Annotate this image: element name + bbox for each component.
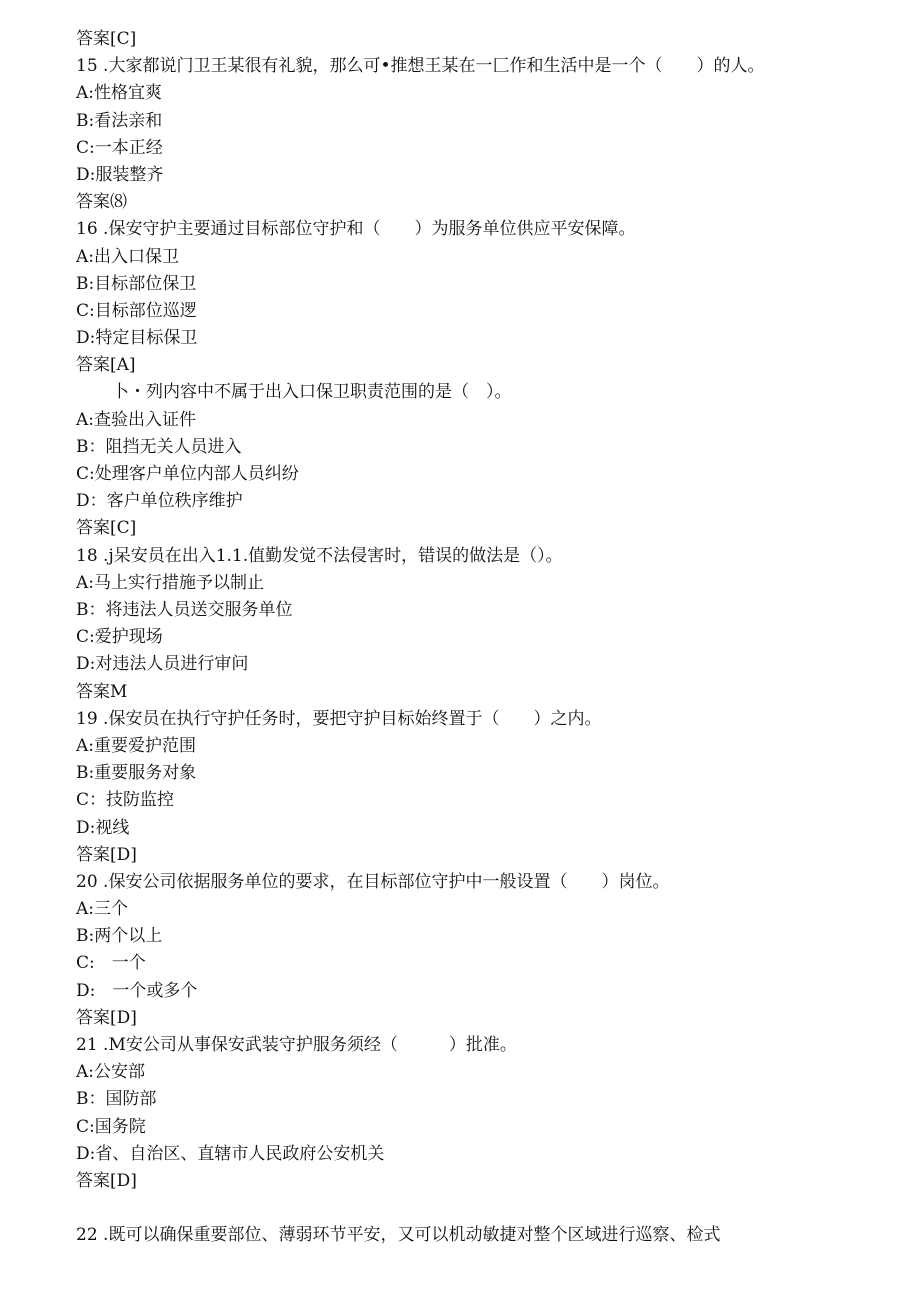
answer-line: 答案[D]: [76, 844, 137, 865]
option-line: C:国务院: [76, 1116, 146, 1137]
answer-line: 答案⑻: [76, 192, 127, 213]
answer-line: 答案[D]: [76, 1170, 137, 1191]
answer-line: 答案[C]: [76, 518, 137, 539]
option-line: D:视线: [76, 817, 130, 838]
option-line: C:一本正经: [76, 137, 163, 158]
option-line: B：国防部: [76, 1089, 157, 1110]
option-line: A:性格宜爽: [76, 83, 163, 104]
option-line: B:两个以上: [76, 926, 163, 947]
option-line: D：客户单位秩序维护: [76, 491, 243, 512]
option-line: B:看法亲和: [76, 110, 163, 131]
question-text: 卜・列内容中不属于出入口保卫职责范围的是（ ）。: [112, 382, 512, 403]
answer-line: 答案[C]: [76, 29, 137, 49]
option-line: B:目标部位保卫: [76, 273, 197, 294]
option-line: C:处理客户单位内部人员纠纷: [76, 464, 299, 485]
blank-line: [76, 1195, 856, 1222]
question-text: 19 .保安员在执行守护任务时，要把守护目标始终置于（ ）之内。: [76, 708, 602, 729]
option-line: C: 一个: [76, 953, 146, 974]
option-line: B：将违法人员送交服务单位: [76, 599, 293, 620]
answer-line: 答案[A]: [76, 355, 136, 376]
option-line: D:服装整齐: [76, 164, 164, 185]
question-text: 21 .M安公司从事保安武装守护服务须经（ ）批准。: [76, 1035, 517, 1056]
option-line: D:对违法人员进行审问: [76, 654, 249, 675]
option-line: A:出入口保卫: [76, 246, 180, 267]
option-line: A:三个: [76, 899, 129, 920]
option-line: A:查验出入证件: [76, 409, 197, 430]
document-page: [76, 26, 856, 1250]
answer-line: 答案[D]: [76, 1007, 137, 1028]
option-line: A:重要爱护范围: [76, 735, 197, 756]
option-line: D:特定目标保卫: [76, 328, 198, 349]
option-line: B:重要服务对象: [76, 763, 197, 784]
question-text: 22 .既可以确保重要部位、薄弱环节平安，又可以机动敏捷对整个区域进行巡察、检式: [76, 1225, 721, 1246]
option-line: C：技防监控: [76, 790, 175, 811]
option-line: D:省、自治区、直辖市人民政府公安机关: [76, 1143, 385, 1164]
option-line: C:目标部位巡逻: [76, 300, 197, 321]
question-text: 18 .j呆安员在出入1.1.值勤发觉不法侵害时，错误的做法是（）。: [76, 545, 563, 566]
question-text: 15 .大家都说门卫王某很有礼貌，那么可•推想王某在一匚作和生活中是一个（ ）的人。: [76, 56, 765, 77]
option-line: A:马上实行措施予以制止: [76, 572, 265, 593]
option-line: A:公安部: [76, 1062, 146, 1083]
option-line: C:爱护现场: [76, 627, 163, 648]
answer-line: 答案M: [76, 681, 128, 702]
option-line: B：阻挡无关人员进入: [76, 436, 242, 457]
question-text: 16 .保安守护主要通过目标部位守护和（ ）为服务单位供应平安保障。: [76, 219, 636, 240]
question-text: 20 .保安公司依据服务单位的要求，在目标部位守护中一般设置（ ）岗位。: [76, 871, 670, 892]
option-line: D: 一个或多个: [76, 980, 198, 1001]
